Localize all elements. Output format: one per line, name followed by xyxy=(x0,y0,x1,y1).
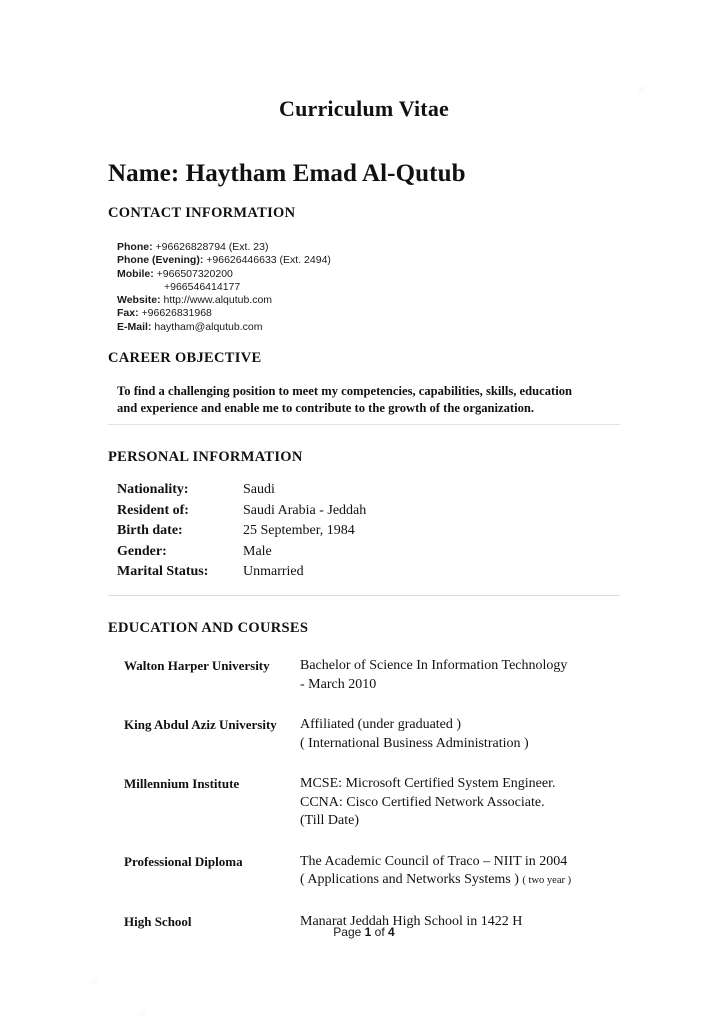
page-footer-middle: of xyxy=(374,925,385,939)
contact-label-phone: Phone: xyxy=(117,241,153,253)
personal-value-gender: Male xyxy=(243,543,272,559)
table-row xyxy=(117,503,366,524)
education-detail-line: Bachelor of Science In Information Technology xyxy=(300,658,568,673)
section-heading-career-objective: CAREER OBJECTIVE xyxy=(108,350,262,366)
contact-information-block xyxy=(117,241,331,334)
education-org-king-abdul-aziz-university: King Abdul Aziz University xyxy=(124,717,277,732)
scan-artifact xyxy=(638,86,645,93)
education-detail-line: - March 2010 xyxy=(300,676,377,692)
personal-label-birth-date: Birth date: xyxy=(117,523,183,538)
contact-row-mobile xyxy=(117,268,331,281)
education-detail-line: MCSE: Microsoft Certified System Engineer. xyxy=(300,776,556,791)
personal-label-resident-of: Resident of: xyxy=(117,502,189,518)
personal-value-marital-status: Unmarried xyxy=(243,564,304,579)
education-detail-line: Affiliated (under graduated ) xyxy=(300,717,462,732)
personal-information-table xyxy=(117,482,366,585)
contact-label-email: E-Mail: xyxy=(117,320,152,333)
contact-label-mobile: Mobile: xyxy=(117,267,154,280)
table-row xyxy=(124,775,571,853)
page-title: Curriculum Vitae xyxy=(278,96,449,121)
education-detail-line: Manarat Jeddah High School in 1422 H xyxy=(300,913,523,929)
page-footer-current-page: 1 xyxy=(364,925,372,939)
table-row xyxy=(117,482,366,503)
scan-artifact xyxy=(140,1010,146,1016)
education-org-professional-diploma: Professional Diploma xyxy=(124,853,243,869)
education-detail-line: (Till Date) xyxy=(300,813,359,828)
education-detail-walton-harper-university xyxy=(300,657,571,716)
section-heading-education-and-courses: EDUCATION AND COURSES xyxy=(108,620,309,636)
contact-row-email xyxy=(117,321,331,334)
education-detail-line: ( International Business Administration ) xyxy=(300,735,529,751)
contact-value-mobile: +966507320200 xyxy=(156,267,233,280)
personal-value-birth-date: 25 September, 1984 xyxy=(243,523,355,538)
table-row xyxy=(117,523,366,544)
education-detail-line: The Academic Council of Traco – NIIT in 2004 xyxy=(300,853,568,869)
table-row xyxy=(124,716,571,775)
section-heading-personal-information: PERSONAL INFORMATION xyxy=(108,449,303,465)
scan-artifact xyxy=(92,978,98,984)
page-footer-prefix: Page xyxy=(333,925,362,939)
table-row xyxy=(117,544,366,565)
table-row xyxy=(124,853,571,913)
personal-value-nationality: Saudi xyxy=(243,482,275,497)
education-detail-line-with-note xyxy=(300,871,571,891)
education-detail-king-abdul-aziz-university xyxy=(300,716,571,775)
contact-label-phone-evening: Phone (Evening): xyxy=(117,254,204,267)
personal-label-nationality: Nationality: xyxy=(117,482,189,497)
contact-row-website xyxy=(117,294,331,307)
education-detail-millennium-institute xyxy=(300,775,571,853)
education-detail-line: CCNA: Cisco Certified Network Associate. xyxy=(300,794,545,810)
section-divider xyxy=(108,595,620,596)
education-org-walton-harper-university: Walton Harper University xyxy=(124,658,270,673)
contact-value-fax: +96626831968 xyxy=(141,307,212,320)
contact-row-fax xyxy=(117,307,331,320)
section-divider xyxy=(108,424,620,425)
contact-value-email[interactable]: haytham@alqutub.com xyxy=(154,320,263,333)
personal-value-resident-of: Saudi Arabia - Jeddah xyxy=(243,502,367,518)
education-org-high-school: High School xyxy=(124,913,192,929)
contact-label-fax: Fax: xyxy=(117,307,139,320)
contact-value-phone-evening: +96626446633 (Ext. 2494) xyxy=(206,254,331,267)
education-and-courses-table xyxy=(124,657,571,931)
contact-value-website[interactable]: http://www.alqutub.com xyxy=(163,294,273,307)
contact-row-phone xyxy=(117,241,331,254)
contact-value-mobile-secondary: +966546414177 xyxy=(164,280,241,293)
contact-row-phone-evening xyxy=(117,254,331,267)
personal-label-gender: Gender: xyxy=(117,543,167,559)
contact-value-phone: +96626828794 (Ext. 23) xyxy=(155,241,269,253)
section-heading-contact: CONTACT INFORMATION xyxy=(108,205,296,221)
page-footer-total-pages: 4 xyxy=(388,925,395,939)
candidate-name: Name: Haytham Emad Al-Qutub xyxy=(108,160,466,187)
education-org-millennium-institute: Millennium Institute xyxy=(124,776,240,791)
table-row xyxy=(124,657,571,716)
contact-label-website: Website: xyxy=(117,294,161,307)
education-detail-professional-diploma xyxy=(300,853,571,913)
education-detail-note: ( two year ) xyxy=(522,875,572,886)
career-objective-text: To find a challenging position to meet my competencies, capabilities, skills, education and experience and enable me to contribute to the growth of the organization. xyxy=(117,384,573,415)
table-row xyxy=(117,564,366,585)
page-footer xyxy=(0,925,728,939)
personal-label-marital-status: Marital Status: xyxy=(117,564,209,579)
education-detail-line: ( Applications and Networks Systems ) xyxy=(300,872,519,887)
